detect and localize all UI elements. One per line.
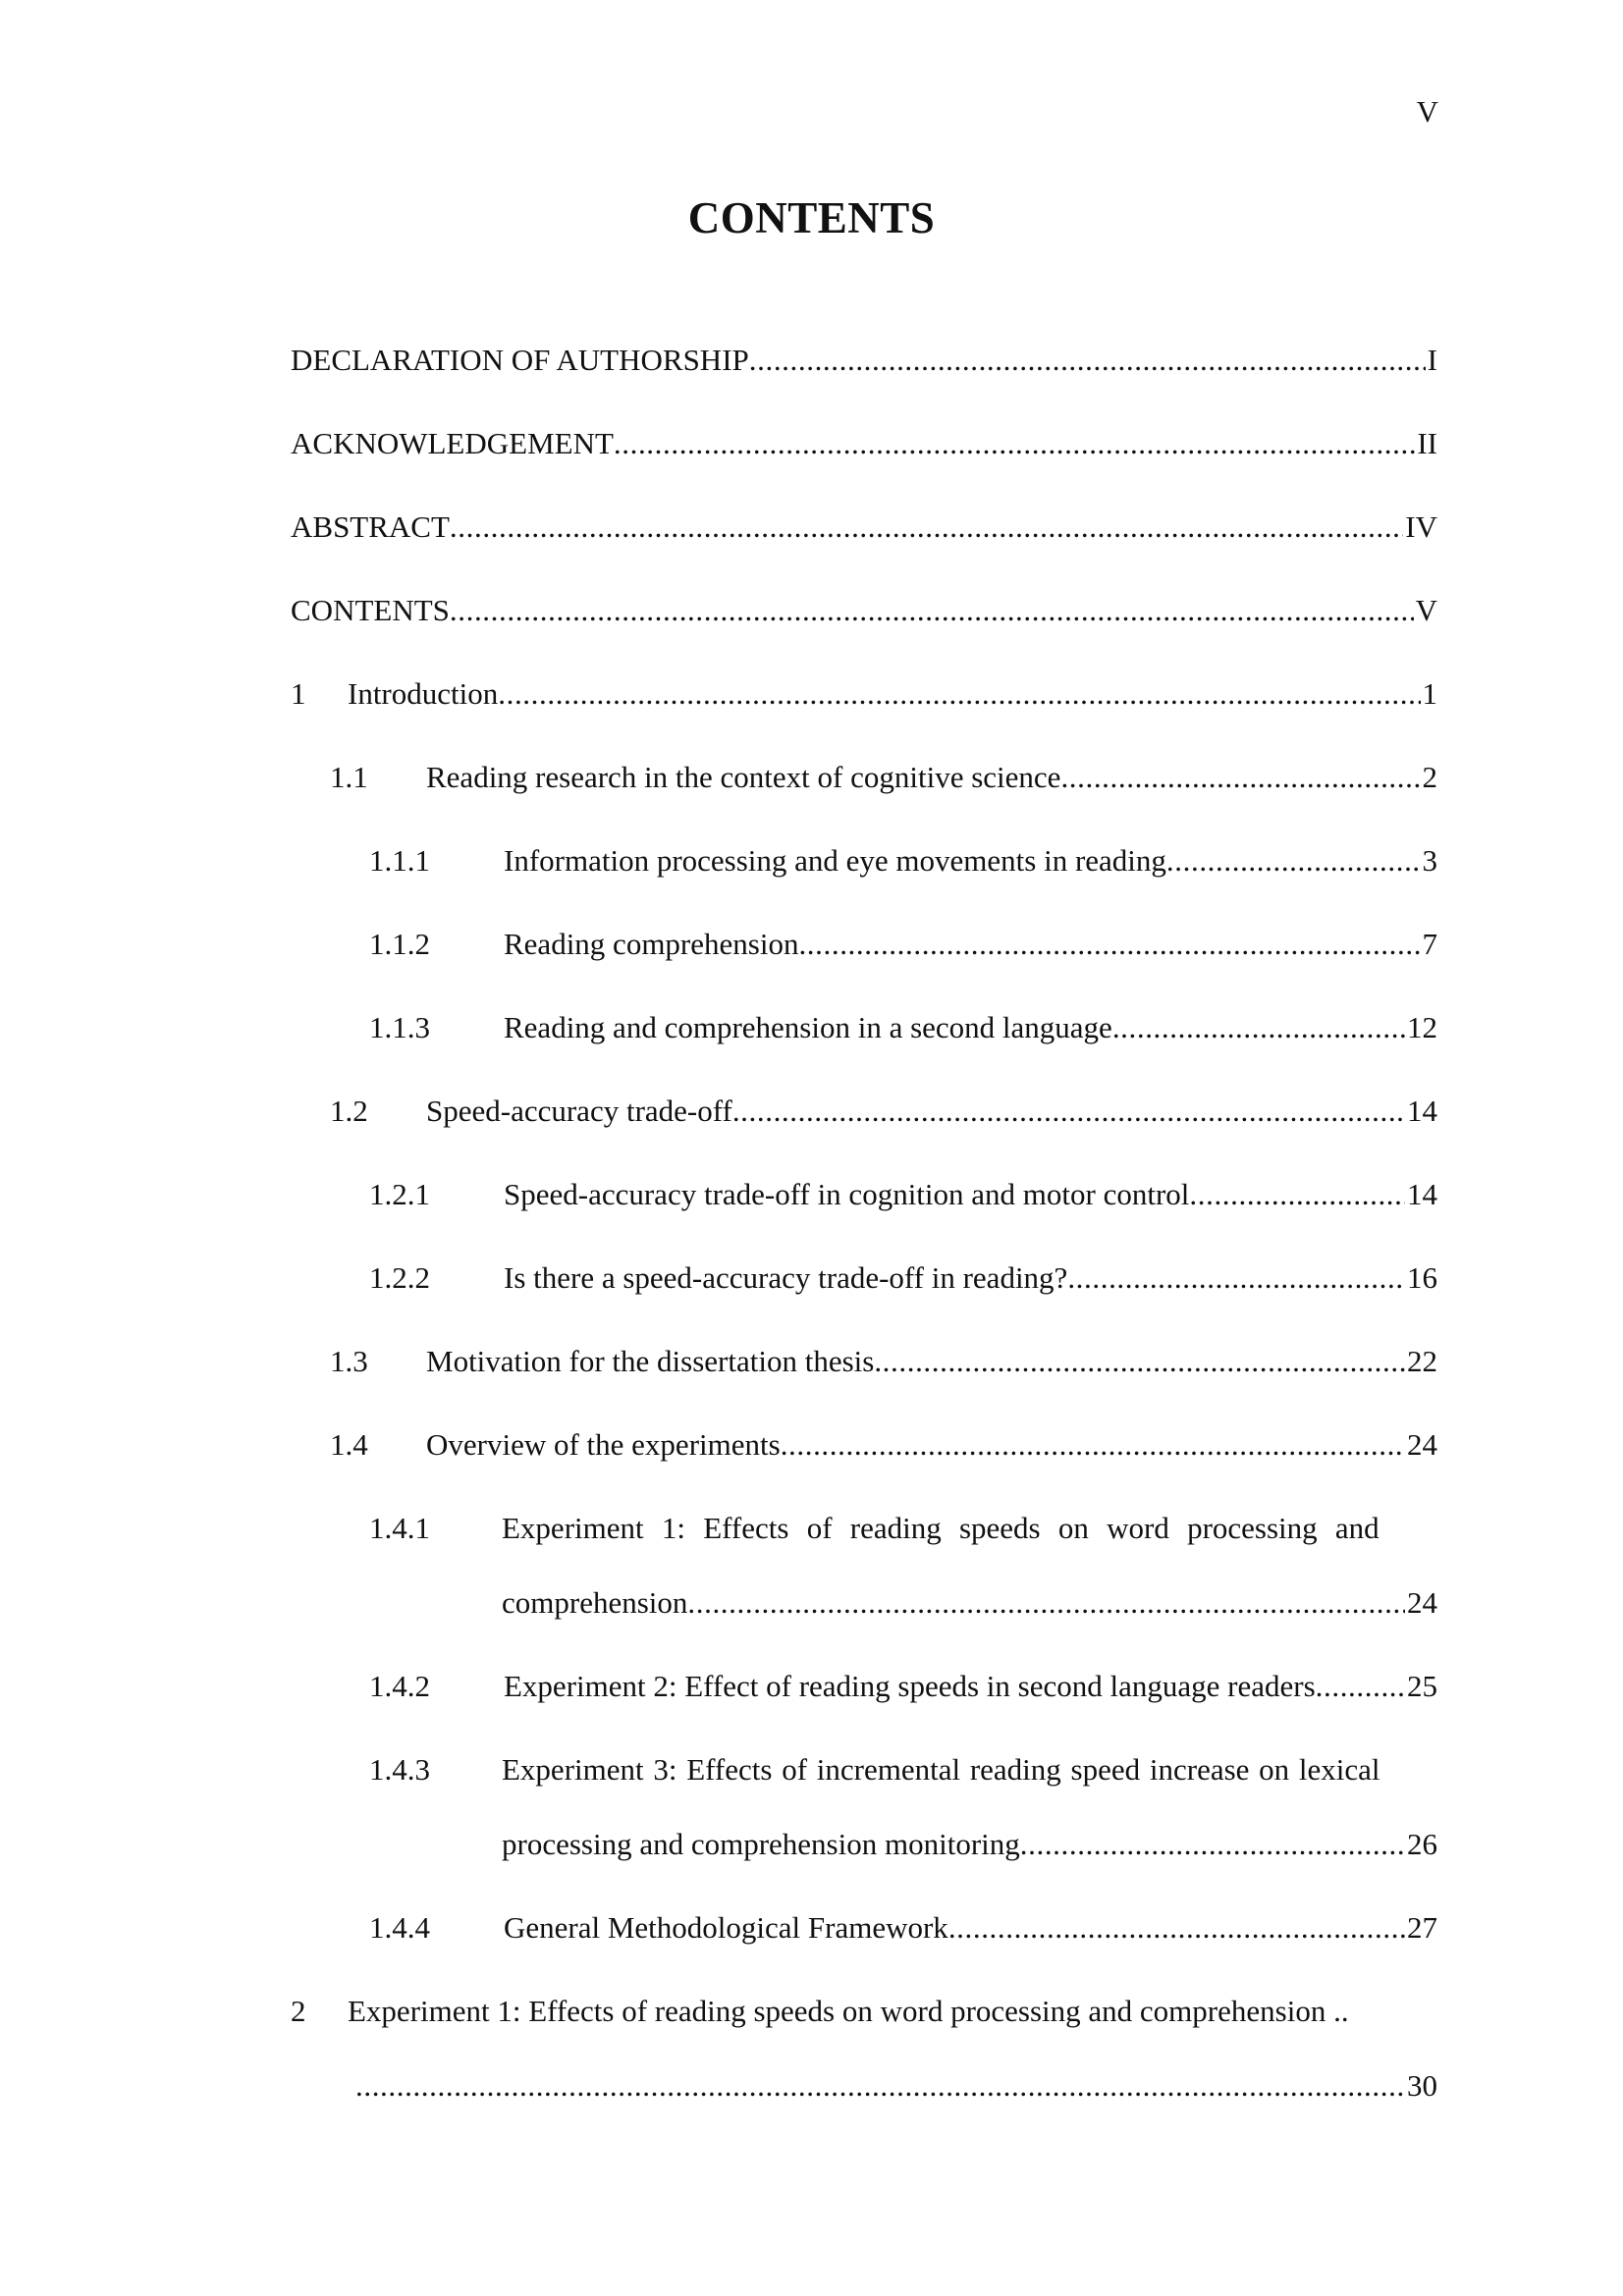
toc-entry-1-1[interactable] [291, 756, 1437, 799]
dot-leader [732, 1090, 1405, 1133]
toc-entry-number: 1.1.3 [369, 1010, 430, 1044]
toc-entry-page: 22 [1407, 1344, 1437, 1378]
toc-entry-page: V [1415, 593, 1437, 627]
dot-leader [1166, 839, 1421, 882]
toc-entry-title: Experiment 3: Effects of incremental reading speed increase on lexical [502, 1752, 1380, 1787]
dot-leader [1112, 1006, 1405, 1049]
toc-entry-page: 27 [1407, 1910, 1437, 1945]
toc-entry-title: Reading research in the context of cognitive science [426, 760, 1061, 794]
toc-entry-title: Is there a speed-accuracy trade-off in reading? [504, 1260, 1068, 1295]
toc-entry-number: 1.4.2 [369, 1669, 430, 1703]
dot-leader [948, 1906, 1405, 1949]
toc-entry-page: 24 [1407, 1585, 1437, 1620]
toc-entry-number: 1.2 [330, 1094, 368, 1128]
dot-leader [1020, 1823, 1405, 1866]
dot-leader [450, 506, 1403, 549]
dot-leader [1189, 1173, 1405, 1216]
toc-entry-title: Speed-accuracy trade-off in cognition and motor control [504, 1177, 1190, 1211]
toc-entry-1-3[interactable] [291, 1340, 1437, 1383]
dot-leader [687, 1581, 1405, 1625]
toc-entry-2-continuation[interactable] [291, 2064, 1437, 2108]
toc-entry-1-4-4[interactable] [291, 1906, 1437, 1949]
toc-entry-1-1-2[interactable] [291, 923, 1437, 966]
toc-entry-page: 2 [1422, 760, 1437, 794]
toc-entry-1-2[interactable] [291, 1090, 1437, 1133]
toc-entry-title: DECLARATION OF AUTHORSHIP [291, 343, 749, 377]
toc-entry-title: ACKNOWLEDGEMENT [291, 426, 614, 460]
toc-entry-number: 1.2.2 [369, 1260, 430, 1295]
dot-leader [749, 339, 1426, 382]
toc-entry-page: 1 [1422, 676, 1437, 711]
toc-entry-title: Motivation for the dissertation thesis [426, 1344, 875, 1378]
toc-entry-1[interactable] [291, 672, 1437, 716]
toc-entry-page: 7 [1422, 927, 1437, 961]
toc-entry-page: I [1427, 343, 1437, 377]
toc-entry-abstract[interactable] [291, 506, 1437, 549]
toc-entry-1-1-1[interactable] [291, 839, 1437, 882]
toc-entry-page: 30 [1407, 2068, 1437, 2103]
toc-entry-2[interactable] [291, 1990, 1437, 2033]
toc-entry-title: Experiment 2: Effect of reading speeds in second language readers [504, 1669, 1316, 1703]
dot-leader [1060, 756, 1420, 799]
toc-entry-number: 1.2.1 [369, 1177, 430, 1211]
toc-entry-page: 24 [1407, 1427, 1437, 1462]
toc-entry-1-4-2[interactable] [291, 1665, 1437, 1708]
toc-entry-title: ABSTRACT [291, 509, 450, 544]
toc-entry-number: 1.4 [330, 1427, 368, 1462]
toc-entry-title: Experiment 1: Effects of reading speeds on word processing and [502, 1511, 1380, 1545]
toc-entry-declaration[interactable] [291, 339, 1437, 382]
toc-entry-contents[interactable] [291, 589, 1437, 632]
toc-entry-page: 14 [1407, 1094, 1437, 1128]
toc-entry-number: 1.1 [330, 760, 368, 794]
toc-entry-1-4-1[interactable] [291, 1507, 1437, 1550]
dot-leader [355, 2064, 1405, 2108]
toc-entry-number: 1.4.4 [369, 1910, 430, 1945]
toc-entry-1-4-1-continuation[interactable] [291, 1581, 1437, 1625]
toc-entry-1-2-2[interactable] [291, 1256, 1437, 1300]
dot-leader [781, 1423, 1405, 1467]
toc-entry-1-1-3[interactable] [291, 1006, 1437, 1049]
toc-entry-number: 1.1.2 [369, 927, 430, 961]
toc-entry-1-4[interactable] [291, 1423, 1437, 1467]
toc-entry-1-4-3-continuation[interactable] [291, 1823, 1437, 1866]
dot-leader [1067, 1256, 1405, 1300]
toc-entry-number: 1.4.1 [369, 1511, 430, 1545]
toc-entry-title: Speed-accuracy trade-off [426, 1094, 732, 1128]
dot-leader [798, 923, 1420, 966]
toc-entry-page: 12 [1407, 1010, 1437, 1044]
page-number: V [1416, 94, 1438, 129]
toc-entry-page: 14 [1407, 1177, 1437, 1211]
toc-entry-page: 16 [1407, 1260, 1437, 1295]
dot-leader [498, 672, 1420, 716]
toc-entry-title-continuation: processing and comprehension monitoring [502, 1827, 1020, 1861]
toc-entry-1-2-1[interactable] [291, 1173, 1437, 1216]
toc-entry-page: IV [1405, 509, 1437, 544]
dot-leader [614, 422, 1415, 465]
toc-entry-title: Introduction [348, 676, 499, 711]
toc-entry-1-4-3[interactable] [291, 1748, 1437, 1791]
toc-entry-page: 3 [1422, 843, 1437, 878]
toc-entry-title: Information processing and eye movements in reading [504, 843, 1166, 878]
toc-entry-title: Reading and comprehension in a second language [504, 1010, 1112, 1044]
toc-entry-number: 1.3 [330, 1344, 368, 1378]
toc-entry-page: II [1417, 426, 1437, 460]
toc-entry-page: 25 [1407, 1669, 1437, 1703]
toc-entry-title: Experiment 1: Effects of reading speeds on word processing and comprehension .. [348, 1994, 1349, 2028]
toc-entry-number: 1.1.1 [369, 843, 430, 878]
toc-entry-title: General Methodological Framework [504, 1910, 948, 1945]
toc-entry-number: 1.4.3 [369, 1752, 430, 1787]
dot-leader [874, 1340, 1405, 1383]
toc-entry-number: 2 [291, 1994, 306, 2028]
toc-entry-page: 26 [1407, 1827, 1437, 1861]
page-title: CONTENTS [687, 193, 936, 242]
toc-entry-title-continuation: comprehension [502, 1585, 688, 1620]
dot-leader [450, 589, 1414, 632]
toc-entry-title: Reading comprehension [504, 927, 799, 961]
dot-leader [1316, 1665, 1405, 1708]
toc-entry-title: CONTENTS [291, 593, 450, 627]
toc-entry-number: 1 [291, 676, 306, 711]
toc-entry-title: Overview of the experiments [426, 1427, 781, 1462]
toc-entry-acknowledgement[interactable] [291, 422, 1437, 465]
